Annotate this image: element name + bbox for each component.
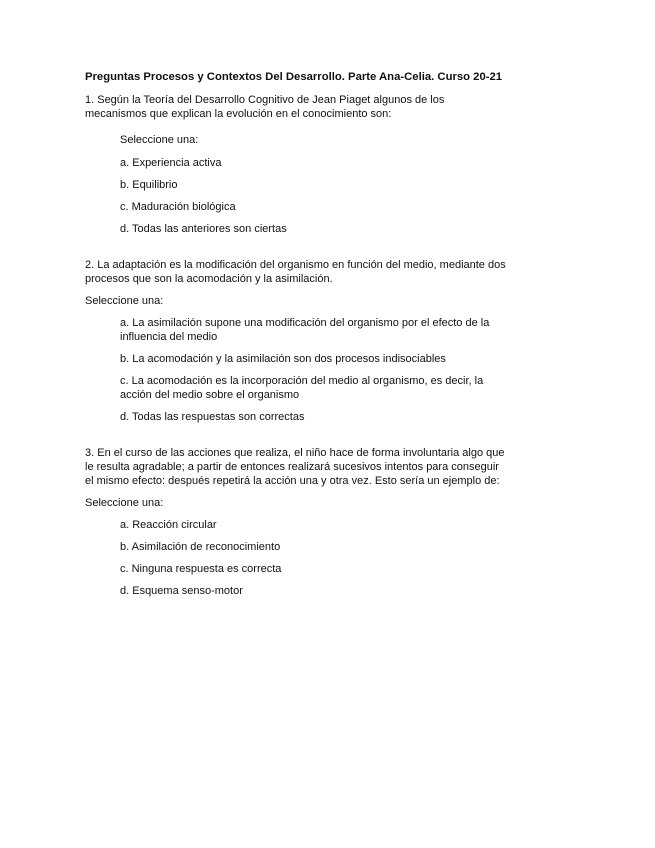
- question-2-option-a[interactable]: a. La asimilación supone una modificación del organismo por el efecto de la influencia del medio: [120, 317, 490, 343]
- question-3-prompt: Seleccione una:: [85, 497, 164, 509]
- question-2-line-1: 2. La adaptación es la modificación del organismo en función del medio, mediante dos: [85, 259, 506, 271]
- question-3-options: [85, 518, 525, 598]
- question-2-text: [85, 258, 525, 286]
- question-3-option-b[interactable]: b. Asimilación de reconocimiento: [120, 541, 281, 553]
- question-3-option-a[interactable]: a. Reacción circular: [120, 519, 217, 531]
- question-1-text: [85, 93, 525, 121]
- document-title: Preguntas Procesos y Contextos Del Desarrollo. Parte Ana-Celia. Curso 20-21: [85, 71, 503, 83]
- question-2: [85, 258, 525, 424]
- question-3-line-2: le resulta agradable; a partir de entonces realizará sucesivos intentos para conseguir: [85, 461, 499, 473]
- question-1: [85, 93, 525, 236]
- question-2-prompt: Seleccione una:: [85, 295, 164, 307]
- question-2-option-c[interactable]: c. La acomodación es la incorporación del medio al organismo, es decir, la acción del medio sobre el organismo: [120, 375, 484, 401]
- question-1-option-b[interactable]: b. Equilibrio: [120, 179, 178, 191]
- question-3-option-d[interactable]: d. Esquema senso-motor: [120, 585, 243, 597]
- question-1-option-a[interactable]: a. Experiencia activa: [120, 157, 222, 169]
- question-3: [85, 446, 525, 598]
- question-1-line-1: 1. Según la Teoría del Desarrollo Cognitivo de Jean Piaget algunos de los: [85, 94, 445, 106]
- question-2-options: [85, 316, 525, 424]
- question-1-option-d[interactable]: d. Todas las anteriores son ciertas: [120, 223, 287, 235]
- question-2-line-2: procesos que son la acomodación y la asimilación.: [85, 273, 333, 285]
- question-1-line-2: mecanismos que explican la evolución en el conocimiento son:: [85, 108, 392, 120]
- document-page: [85, 70, 525, 606]
- question-3-line-1: 3. En el curso de las acciones que realiza, el niño hace de forma involuntaria algo que: [85, 447, 505, 459]
- question-1-options: [85, 156, 525, 236]
- question-1-option-c[interactable]: c. Maduración biológica: [120, 201, 236, 213]
- question-3-line-3: el mismo efecto: después repetirá la acción una y otra vez. Esto sería un ejemplo de:: [85, 475, 500, 487]
- question-3-text: [85, 446, 525, 488]
- question-1-prompt: Seleccione una:: [120, 134, 199, 146]
- question-3-option-c[interactable]: c. Ninguna respuesta es correcta: [120, 563, 282, 575]
- question-2-option-d[interactable]: d. Todas las respuestas son correctas: [120, 411, 305, 423]
- question-2-option-b[interactable]: b. La acomodación y la asimilación son dos procesos indisociables: [120, 353, 446, 365]
